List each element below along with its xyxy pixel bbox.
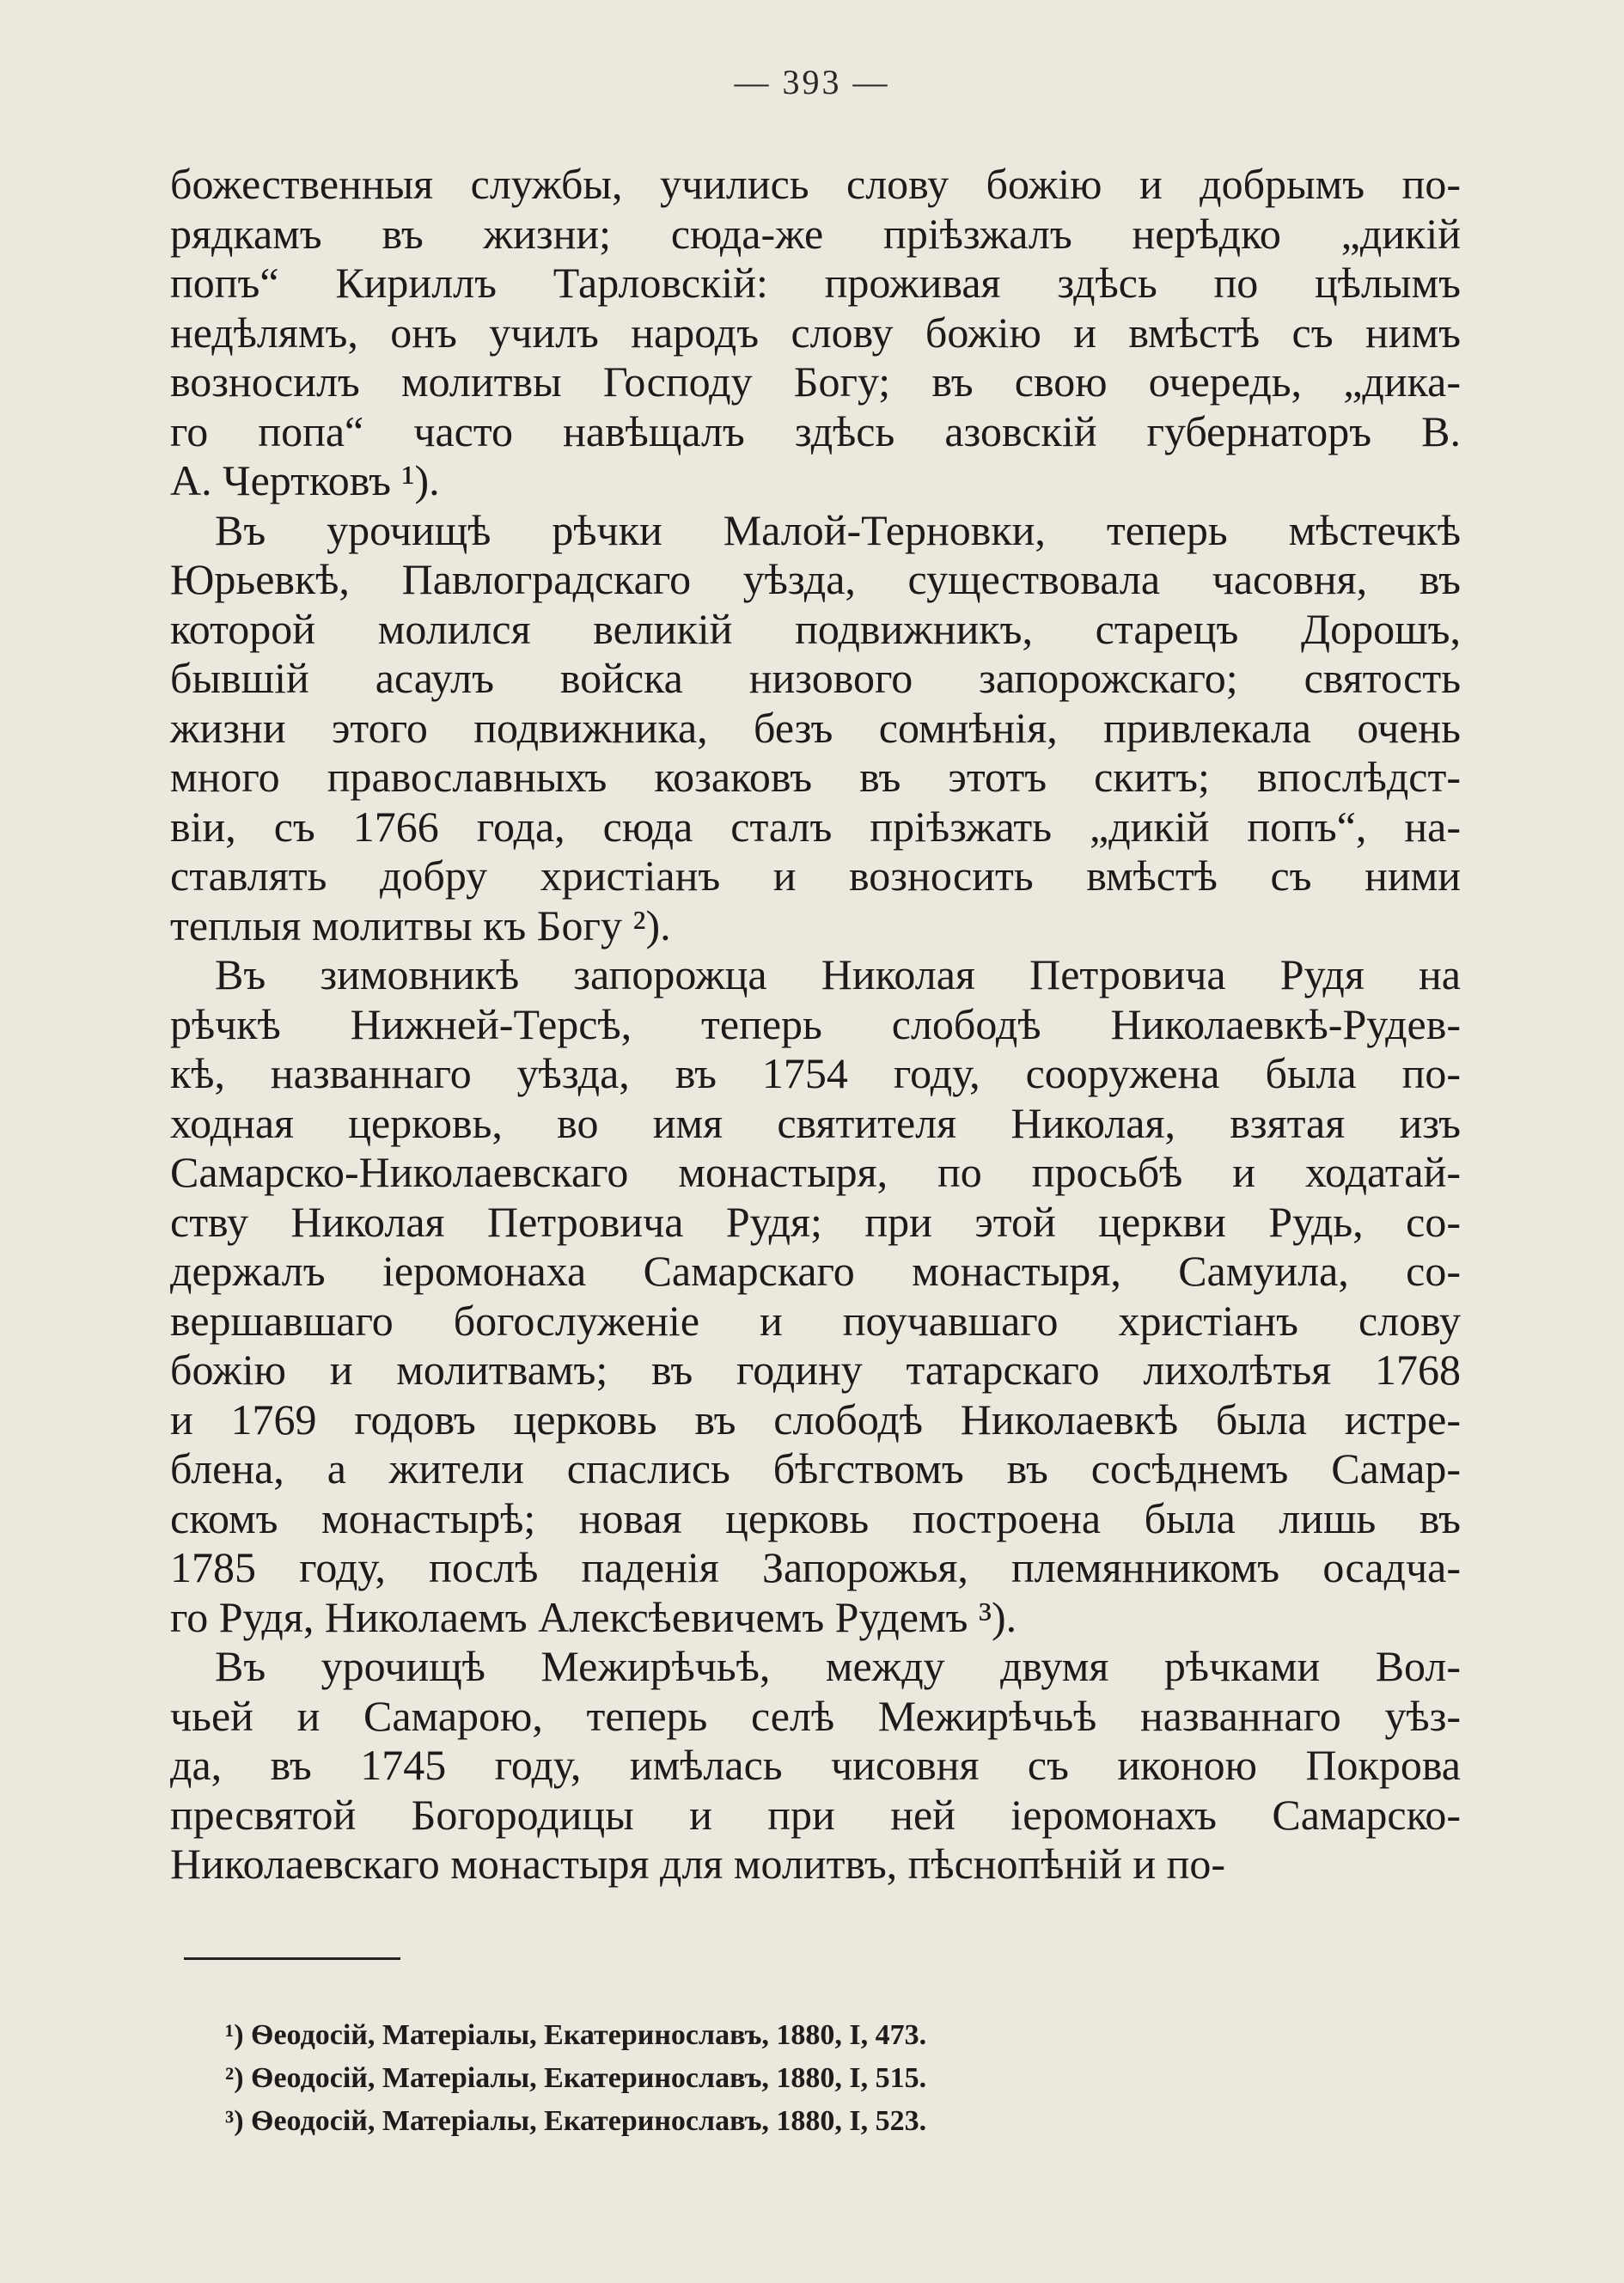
text-line: возносилъ молитвы Господу Богу; въ свою очередь, „дика-	[170, 357, 1461, 406]
text-line: чьей и Самарою, теперь селѣ Межирѣчьѣ названнаго уѣз-	[170, 1691, 1461, 1740]
footnote-mark: ³)	[225, 2105, 252, 2137]
footnote-mark: ¹)	[225, 2019, 252, 2051]
text-line: Въ урочищѣ рѣчки Малой-Терновки, теперь мѣстечкѣ	[215, 505, 1461, 554]
text-line: бывшій асаулъ войска низового запорожскаго; святость	[170, 654, 1461, 702]
text-line: кѣ, названнаго уѣзда, въ 1754 году, сооружена была по-	[170, 1049, 1461, 1097]
text-line: жизни этого подвижника, безъ сомнѣнія, привлекала очень	[170, 703, 1461, 752]
paragraph	[170, 160, 1461, 506]
text-line: віи, съ 1766 года, сюда сталъ пріѣзжать „дикій попъ“, на-	[170, 802, 1461, 851]
body-text	[170, 160, 1461, 1889]
text-line: и 1769 годовъ церковь въ слободѣ Николаевкѣ была истре-	[170, 1395, 1461, 1444]
footnote	[225, 2057, 1342, 2100]
text-line: Въ урочищѣ Межирѣчьѣ, между двумя рѣчками Вол-	[215, 1642, 1461, 1690]
text-line: Николаевскаго монастыря для молитвъ, пѣснопѣній и по-	[170, 1840, 1226, 1888]
text-line: много православныхъ козаковъ въ этотъ скитъ; впослѣдст-	[170, 753, 1461, 801]
text-line: Въ зимовникѣ запорожца Николая Петровича Рудя на	[215, 950, 1461, 998]
text-line: ству Николая Петровича Рудя; при этой церкви Рудь, со-	[170, 1197, 1461, 1246]
text-line: скомъ монастырѣ; новая церковь построена была лишь въ	[170, 1493, 1461, 1542]
text-line: недѣлямъ, онъ училъ народъ слову божію и вмѣстѣ съ нимъ	[170, 308, 1461, 357]
text-line: держалъ іеромонаха Самарскаго монастыря, Самуила, со-	[170, 1247, 1461, 1295]
text-line: да, въ 1745 году, имѣлась чисовня съ иконою Покрова	[170, 1741, 1461, 1789]
text-line: божію и молитвамъ; въ годину татарскаго лихолѣтья 1768	[170, 1346, 1461, 1394]
text-line: пресвятой Богородицы и при ней іеромонахъ Самарско-	[170, 1790, 1461, 1839]
footnotes	[225, 2014, 1342, 2143]
footnote-text: Ѳеодосій, Матеріалы, Екатеринославъ, 1880, I, 515.	[251, 2062, 927, 2094]
footnote	[225, 2014, 1342, 2057]
text-line: го попа“ часто навѣщалъ здѣсь азовскій губернаторъ В.	[170, 406, 1461, 455]
text-line: попъ“ Кириллъ Тарловскій: проживая здѣсь по цѣлымъ	[170, 259, 1461, 307]
text-line: вершавшаго богослуженіе и поучавшаго христіанъ слову	[170, 1296, 1461, 1345]
text-line: 1785 году, послѣ паденія Запорожья, племянникомъ осадча-	[170, 1543, 1461, 1591]
text-line: Самарско-Николаевскаго монастыря, по просьбѣ и ходатай-	[170, 1148, 1461, 1196]
text-line: А. Чертковъ ¹).	[170, 456, 440, 504]
paragraph	[170, 1642, 1461, 1889]
text-line: теплыя молитвы къ Богу ²).	[170, 900, 671, 949]
paragraph	[170, 506, 1461, 951]
paragraph	[170, 950, 1461, 1642]
footnote-text: Ѳеодосій, Матеріалы, Екатеринославъ, 1880, I, 473.	[251, 2019, 927, 2051]
footnote-rule	[184, 1957, 400, 1960]
text-line: ставлять добру христіанъ и возносить вмѣстѣ съ ними	[170, 852, 1461, 900]
text-line: го Рудя, Николаемъ Алексѣевичемъ Рудемъ ³).	[170, 1592, 1017, 1641]
footnote-mark: ²)	[225, 2062, 252, 2094]
text-line: Юрьевкѣ, Павлоградскаго уѣзда, существовала часовня, въ	[170, 555, 1461, 603]
text-line: рѣчкѣ Нижней-Терсѣ, теперь слободѣ Николаевкѣ-Рудев-	[170, 999, 1461, 1048]
text-line: рядкамъ въ жизни; сюда-же пріѣзжалъ нерѣдко „дикій	[170, 209, 1461, 258]
text-line: божественныя службы, учились слову божію и добрымъ по-	[170, 160, 1461, 208]
text-line: ходная церковь, во имя святителя Николая, взятая изъ	[170, 1098, 1461, 1147]
page-number: — 393 —	[734, 63, 890, 101]
footnote	[225, 2100, 1342, 2143]
text-line: блена, а жители спаслись бѣгствомъ въ сосѣднемъ Самар-	[170, 1444, 1461, 1492]
footnote-text: Ѳеодосій, Матеріалы, Екатеринославъ, 1880, I, 523.	[251, 2105, 927, 2137]
text-line: которой молился великій подвижникъ, старецъ Дорошъ,	[170, 604, 1461, 653]
